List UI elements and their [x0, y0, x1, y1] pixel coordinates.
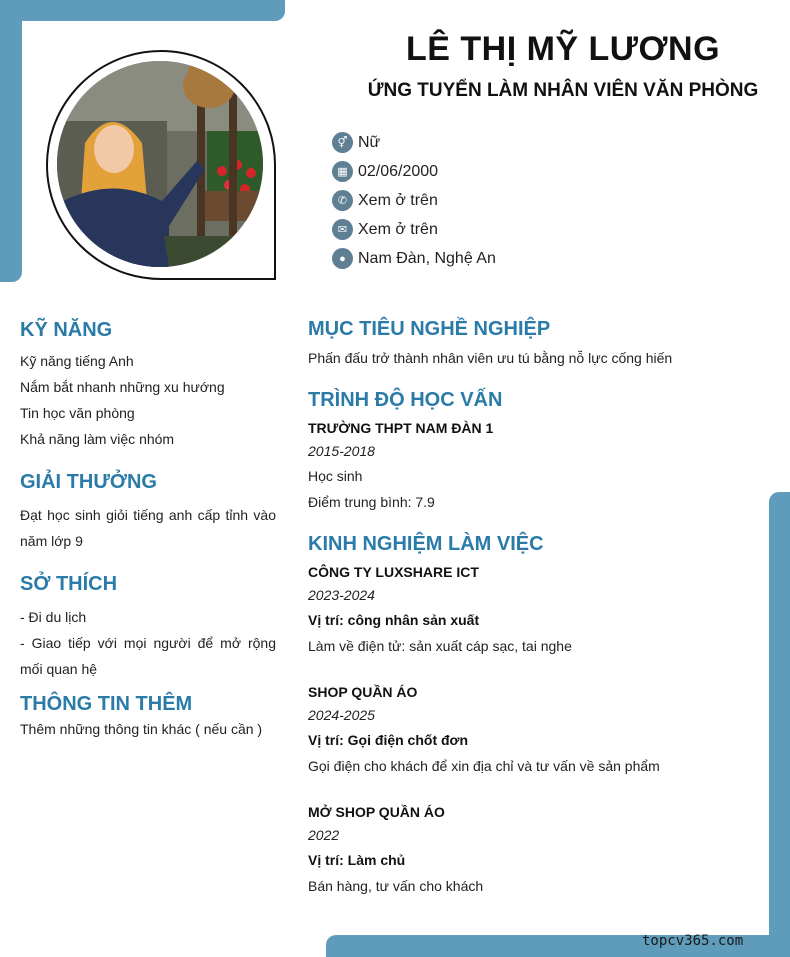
contact-email: [332, 215, 496, 244]
job-description: Bán hàng, tư vấn cho khách: [308, 878, 484, 894]
decor-bar-right: [769, 492, 790, 957]
contact-location-text: Nam Đàn, Nghệ An: [358, 249, 496, 267]
hobbies-list: [20, 604, 276, 682]
hobby-item: - Giao tiếp với mọi người để mở rộng mối quan hệ: [20, 635, 276, 677]
left-column: [20, 316, 276, 740]
job-role: Vị trí: công nhân sản xuất: [308, 612, 480, 628]
experience-title: KINH NGHIỆM LÀM VIỆC: [308, 533, 544, 555]
job-entry: [308, 801, 763, 899]
education-school: TRƯỜNG THPT NAM ĐÀN 1: [308, 420, 494, 436]
profile-photo: [57, 61, 263, 267]
email-icon: ✉: [332, 219, 353, 240]
job-description: Làm về điện tử: sản xuất cáp sạc, tai nghe: [308, 638, 572, 654]
objective-text: Phấn đấu trở thành nhân viên ưu tú bằng nỗ lực cống hiến: [308, 350, 673, 366]
awards-title: GIẢI THƯỞNG: [20, 471, 157, 493]
education-period: 2015-2018: [308, 443, 375, 459]
contact-gender: [332, 128, 496, 157]
extra-info-title: THÔNG TIN THÊM: [20, 693, 193, 715]
contact-location: [332, 244, 496, 273]
job-company: CÔNG TY LUXSHARE ICT: [308, 564, 479, 580]
job-company: SHOP QUẦN ÁO: [308, 684, 418, 700]
experience-list: [308, 561, 763, 899]
skills-list: [20, 348, 276, 452]
contact-gender-text: Nữ: [358, 133, 381, 151]
decor-bar-left: [0, 0, 22, 282]
contact-list: [332, 128, 496, 273]
applied-position: ỨNG TUYỂN LÀM NHÂN VIÊN VĂN PHÒNG: [367, 80, 759, 101]
job-period: 2022: [308, 827, 340, 843]
calendar-icon: ▦: [332, 161, 353, 182]
footer-brand: topcv365.com: [642, 933, 744, 949]
gender-icon: ⚥: [332, 132, 353, 153]
education-gpa: Điểm trung bình: 7.9: [308, 494, 435, 510]
candidate-name: LÊ THỊ MỸ LƯƠNG: [405, 30, 721, 68]
contact-email-text: Xem ở trên: [358, 220, 438, 238]
contact-birthdate-text: 02/06/2000: [358, 162, 439, 180]
objective-title: MỤC TIÊU NGHỀ NGHIỆP: [308, 318, 551, 340]
decor-bar-top: [0, 0, 285, 21]
job-company: MỞ SHOP QUẦN ÁO: [308, 804, 445, 820]
extra-info-text: Thêm những thông tin khác ( nếu cần ): [20, 721, 263, 737]
job-role: Vị trí: Gọi điện chốt đơn: [308, 732, 469, 748]
skills-title: KỸ NĂNG: [20, 319, 113, 341]
hobbies-title: SỞ THÍCH: [20, 573, 118, 595]
education-role: Học sinh: [308, 468, 363, 484]
job-period: 2023-2024: [308, 587, 375, 603]
skill-item: Khả năng làm việc nhóm: [20, 431, 175, 447]
awards-text: Đạt học sinh giỏi tiếng anh cấp tỉnh vào năm lớp 9: [20, 507, 276, 549]
location-icon: ●: [332, 248, 353, 269]
job-role: Vị trí: Làm chủ: [308, 852, 406, 868]
phone-icon: ✆: [332, 190, 353, 211]
right-column: [308, 315, 763, 899]
job-entry: [308, 561, 763, 659]
education-title: TRÌNH ĐỘ HỌC VẤN: [308, 389, 503, 411]
job-entry: [308, 681, 763, 779]
hobby-item: - Đi du lịch: [20, 609, 87, 625]
skill-item: Kỹ năng tiếng Anh: [20, 353, 134, 369]
contact-phone-text: Xem ở trên: [358, 191, 438, 209]
contact-birthdate: [332, 157, 496, 186]
contact-phone: [332, 186, 496, 215]
job-period: 2024-2025: [308, 707, 375, 723]
skill-item: Tin học văn phòng: [20, 405, 135, 421]
job-description: Gọi điện cho khách để xin địa chỉ và tư vấn về sản phẩm: [308, 758, 660, 774]
skill-item: Nắm bắt nhanh những xu hướng: [20, 379, 225, 395]
